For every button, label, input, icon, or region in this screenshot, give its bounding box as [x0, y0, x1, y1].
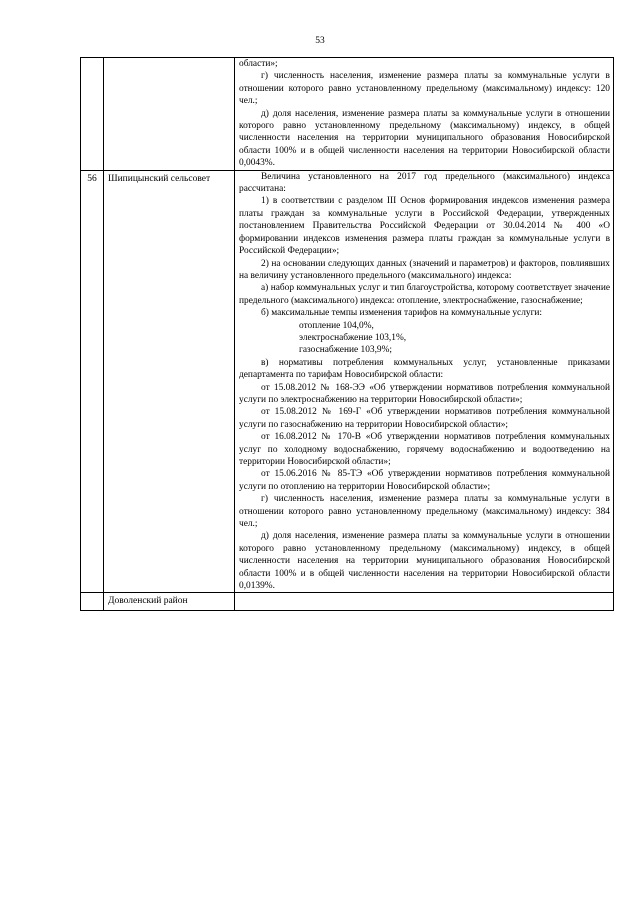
description-cell	[235, 170, 614, 593]
row-number	[81, 58, 103, 60]
paragraph: б) максимальные темпы изменения тарифов на коммунальные услуги:	[261, 308, 543, 319]
district-name: Доволенский район	[108, 596, 188, 607]
paragraph: 2) на основании следующих данных (значений и параметров) и факторов, повлиявших на величину установленного предельного (максимального) индекса:	[239, 258, 610, 281]
district-heading-cell	[104, 593, 235, 610]
row-number-cell	[81, 593, 104, 610]
paragraph: от 16.08.2012 № 170-В «Об утверждении нормативов потребления коммунальных услуг по холодному водоснабжению, горячему водоснабжению и водоотведению на территории Новосибирской области»;	[239, 432, 610, 467]
paragraph: 1) в соответствии с разделом III Основ формирования индексов изменения размера платы граждан за коммунальные услуги в Российской Федерации, утвержденных постановлением Правительства Российской Федерации от 30.04.2014 № 400 «О формировании индексов изменения размера платы граждан за коммунальные услуги в Российской Федерации»;	[239, 196, 610, 257]
row-number	[81, 593, 103, 595]
municipality-cell	[104, 170, 235, 593]
table-row	[81, 58, 614, 171]
tariff-line: отопление 104,0%,	[299, 320, 374, 331]
tariff-line: электроснабжение 103,1%,	[299, 332, 407, 343]
table-row	[81, 170, 614, 593]
municipality-name	[104, 58, 234, 62]
paragraph: в) нормативы потребления коммунальных услуг, установленные приказами департамента по тарифам Новосибирской области:	[239, 357, 610, 381]
paragraph: г) численность населения, изменение размера платы за коммунальные услуги в отношении которого равно установленному предельному (максимальному) индексу: 120 чел.;	[239, 71, 610, 107]
paragraph: д) доля населения, изменение размера платы за коммунальные услуги в отношении которого равно установленному предельному (максимальному) индексу, в общей численности населения на территории муниципального образования Новосибирской области 100% и в общей численности населения на территории Новосибирской области 0,0139%.	[239, 531, 610, 592]
paragraph: области»;	[239, 59, 278, 69]
description-cell	[235, 58, 614, 171]
tariff-index-table	[80, 57, 614, 611]
table-row	[81, 593, 614, 610]
tariff-line: газоснабжение 103,9%;	[299, 345, 393, 356]
paragraph: а) набор коммунальных услуг и тип благоустройства, которому соответствует значение предельного (максимального) индекса: отопление, электроснабжение, газоснабжение;	[239, 283, 610, 306]
description-cell	[235, 593, 614, 610]
row-number: 56	[87, 173, 97, 184]
paragraph: г) численность населения, изменение размера платы за коммунальные услуги в отношении которого равно установленному предельному (максимальному) индексу: 384 чел.;	[239, 494, 610, 530]
paragraph: от 15.08.2012 № 169-Г «Об утверждении нормативов потребления коммунальной услуги по газоснабжению на территории Новосибирской области»;	[239, 407, 610, 430]
row-number-cell	[81, 58, 104, 171]
paragraph: от 15.06.2016 № 85-ТЭ «Об утверждении нормативов потребления коммунальной услуги по отоплению на территории Новосибирской области»;	[239, 469, 610, 492]
paragraph: Величина установленного на 2017 год предельного (максимального) индекса рассчитана:	[239, 171, 610, 195]
paragraph: д) доля населения, изменение размера платы за коммунальные услуги в отношении которого равно установленному предельному (максимальному) индексу, в общей численности населения на территории муниципального образования Новосибирской области 100% и в общей численности населения на территории Новосибирской области 0,0043%.	[239, 108, 610, 169]
paragraph: от 15.08.2012 № 168-ЭЭ «Об утверждении нормативов потребления коммунальной услуги по электроснабжению на территории Новосибирской области»;	[239, 382, 610, 405]
municipality-cell	[104, 58, 235, 171]
page-number: 53	[315, 36, 325, 46]
row-number-cell	[81, 170, 104, 593]
municipality-name: Шипицынский сельсовет	[108, 173, 211, 184]
